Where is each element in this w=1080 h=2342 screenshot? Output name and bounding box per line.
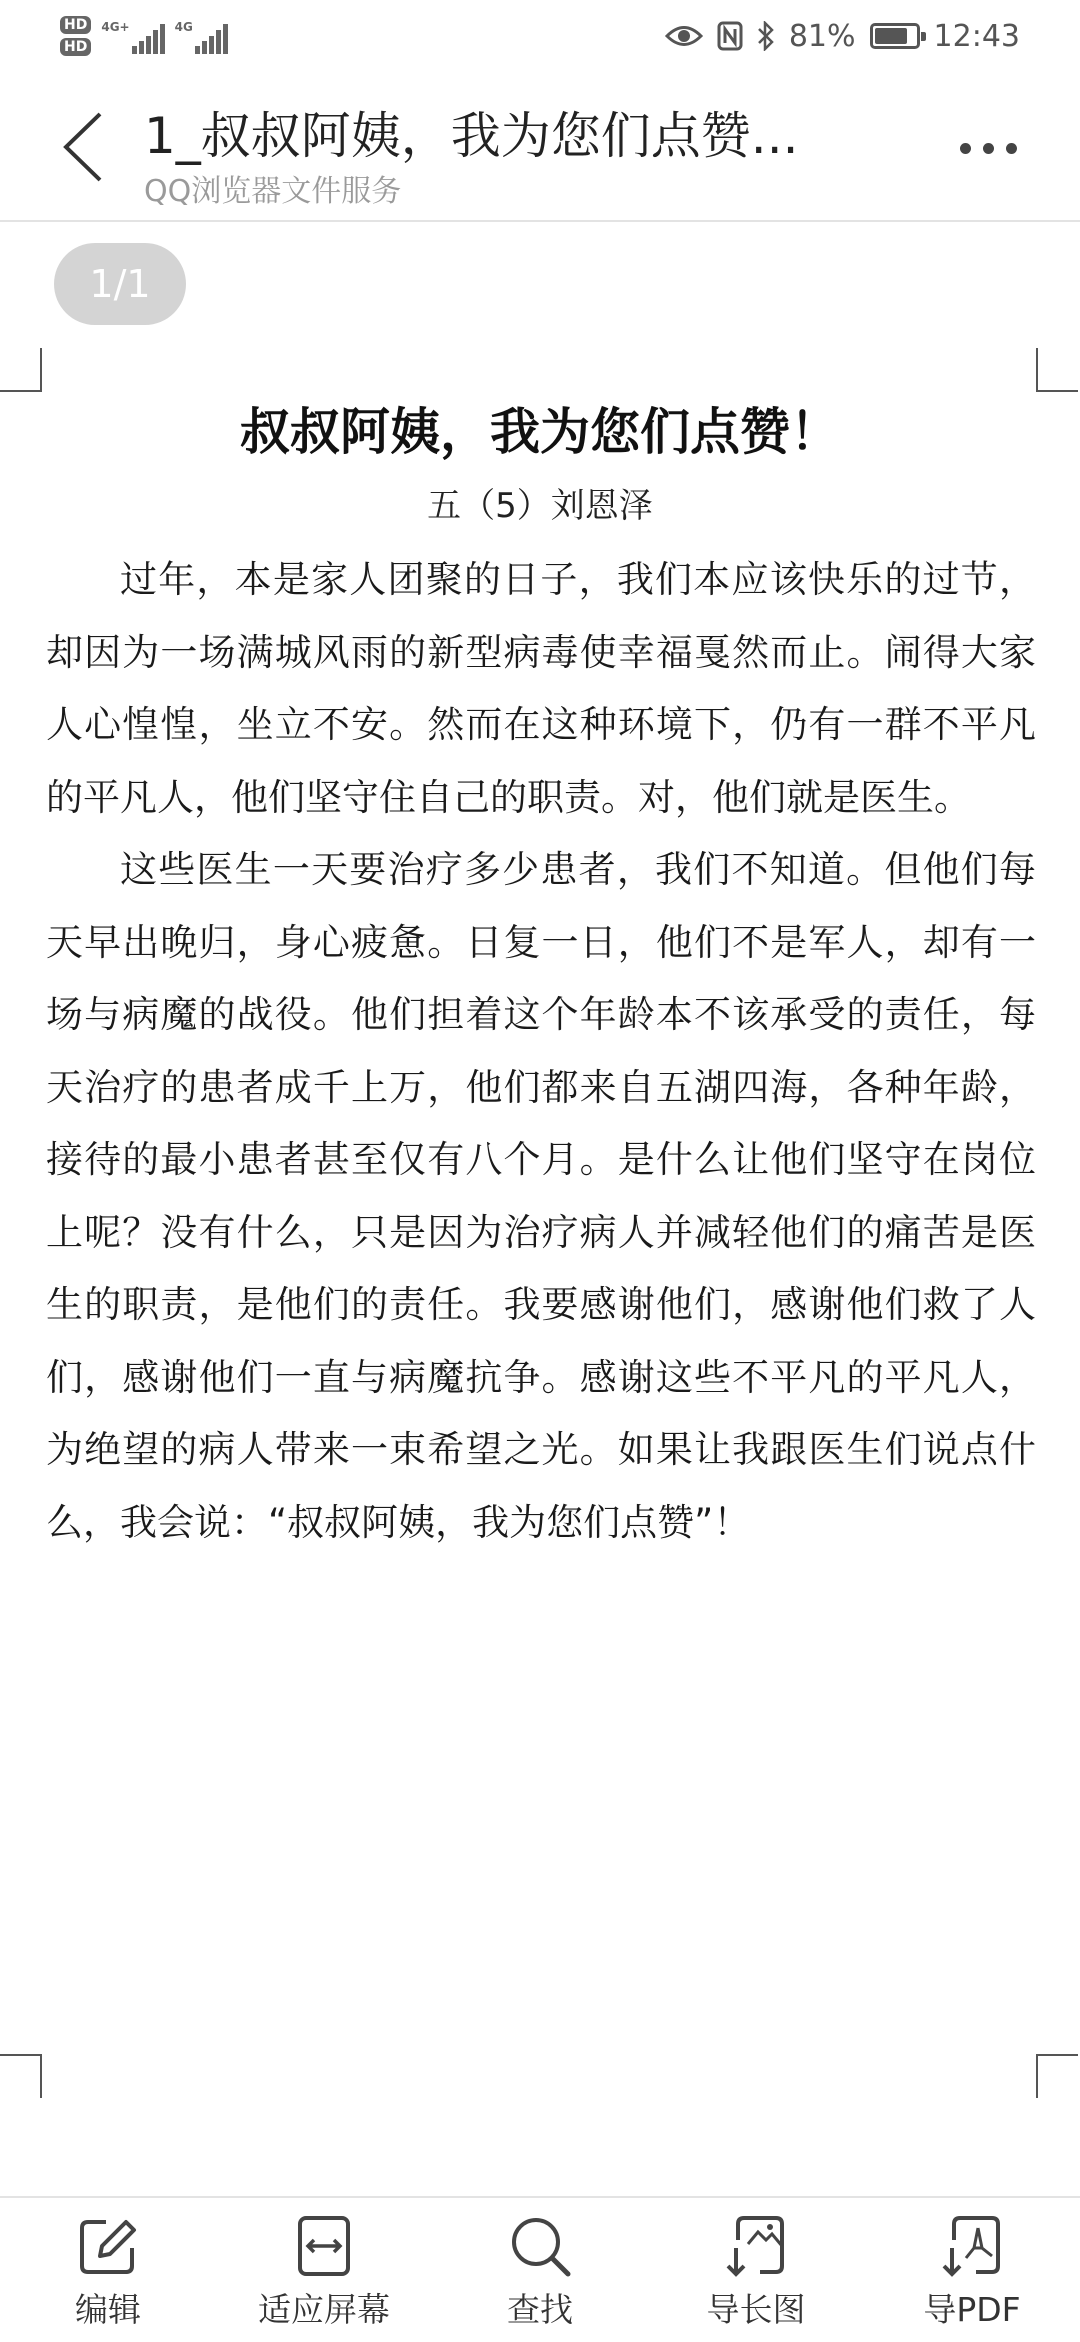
page-corner-top-right: [1036, 348, 1078, 392]
page-corner-bottom-right: [1036, 2054, 1078, 2098]
search-label: 查找: [507, 2290, 573, 2329]
nfc-icon: [717, 21, 743, 51]
battery-percent: 81%: [788, 18, 856, 54]
page-corner-bottom-left: [0, 2054, 42, 2098]
signal-sim2-icon: [175, 18, 228, 54]
page-corner-top-left: [0, 348, 42, 392]
export-image-label: 导长图: [706, 2290, 806, 2329]
status-bar: [0, 0, 1080, 72]
signal-bar: [216, 30, 221, 54]
network-type-1: 4G+: [101, 20, 130, 34]
signal-bar: [146, 36, 151, 54]
signal-bar: [223, 24, 228, 54]
fit-screen-button[interactable]: [216, 2198, 432, 2342]
more-dots-icon: [1006, 143, 1017, 154]
essay-paragraph: 过年，本是家人团聚的日子，我们本应该快乐的过节，却因为一场满城风雨的新型病毒使幸福戛然而止。闹得大家人心惶惶，坐立不安。然而在这种环境下，仍有一群不平凡的平凡人，他们坚守住自己的职责。对，他们就是医生。: [46, 558, 1036, 819]
essay-author: 五（5）刘恩泽: [427, 486, 653, 526]
signal-bar: [160, 24, 165, 54]
fit-screen-icon: [292, 2214, 356, 2278]
signal-bar: [202, 41, 207, 54]
eye-icon: [665, 23, 703, 49]
essay-body[interactable]: [46, 544, 1036, 1559]
signal-bar: [195, 46, 200, 54]
export-pdf-button[interactable]: [864, 2198, 1080, 2342]
fit-screen-label: 适应屏幕: [258, 2290, 390, 2329]
status-bar-left: [60, 16, 228, 56]
edit-icon: [76, 2214, 140, 2278]
more-dots-icon: [983, 143, 994, 154]
bottom-toolbar: [0, 2196, 1080, 2340]
edit-button[interactable]: [0, 2198, 216, 2342]
signal-bar: [139, 41, 144, 54]
essay-title: 叔叔阿姨，我为您们点赞！: [240, 403, 840, 461]
edit-label: 编辑: [75, 2290, 141, 2329]
signal-bar: [132, 46, 137, 54]
status-bar-right: [665, 19, 1020, 54]
essay-paragraph: 这些医生一天要治疗多少患者，我们不知道。但他们每天早出晚归，身心疲惫。日复一日，他们不是军人，却有一场与病魔的战役。他们担着这个年龄本不该承受的责任，每天治疗的患者成千上万，他们都来自五湖四海，各种年龄，接待的最小患者甚至仅有八个月。是什么让他们坚守在岗位上呢？没有什么，只是因为治疗病人并减轻他们的痛苦是医生的职责，是他们的责任。我要感谢他们，感谢他们救了人们，感谢他们一直与病魔抗争。感谢这些不平凡的平凡人，为绝望的病人带来一束希望之光。如果让我跟医生们说点什么，我会说：“叔叔阿姨，我为您们点赞”！: [46, 848, 1036, 1544]
signal-bar: [153, 30, 158, 54]
bluetooth-icon: [757, 21, 775, 51]
export-image-icon: [724, 2214, 788, 2278]
export-image-button[interactable]: [648, 2198, 864, 2342]
source-subtitle: QQ浏览器文件服务: [144, 174, 402, 209]
more-dots-icon: [960, 143, 971, 154]
network-type-2: 4G: [174, 20, 193, 34]
back-button[interactable]: [58, 108, 118, 188]
clock: 12:43: [933, 18, 1020, 54]
document-title-header: 1_叔叔阿姨，我为您们点赞...: [144, 107, 799, 165]
hd-badge-2: HD: [60, 38, 91, 56]
export-pdf-icon: [940, 2214, 1004, 2278]
more-options-button[interactable]: [960, 128, 1030, 168]
chevron-left-icon: [58, 108, 108, 186]
search-button[interactable]: [432, 2198, 648, 2342]
title-bar: [0, 72, 1080, 222]
signal-sim1-icon: [101, 18, 164, 54]
page-indicator: 1/1: [54, 243, 186, 325]
hd-indicators: [60, 16, 91, 56]
search-icon: [508, 2214, 572, 2278]
hd-badge-1: HD: [60, 16, 91, 34]
signal-bar: [209, 36, 214, 54]
battery-icon: [870, 23, 920, 49]
battery-level: [875, 28, 907, 44]
export-pdf-label: 导PDF: [923, 2290, 1021, 2329]
